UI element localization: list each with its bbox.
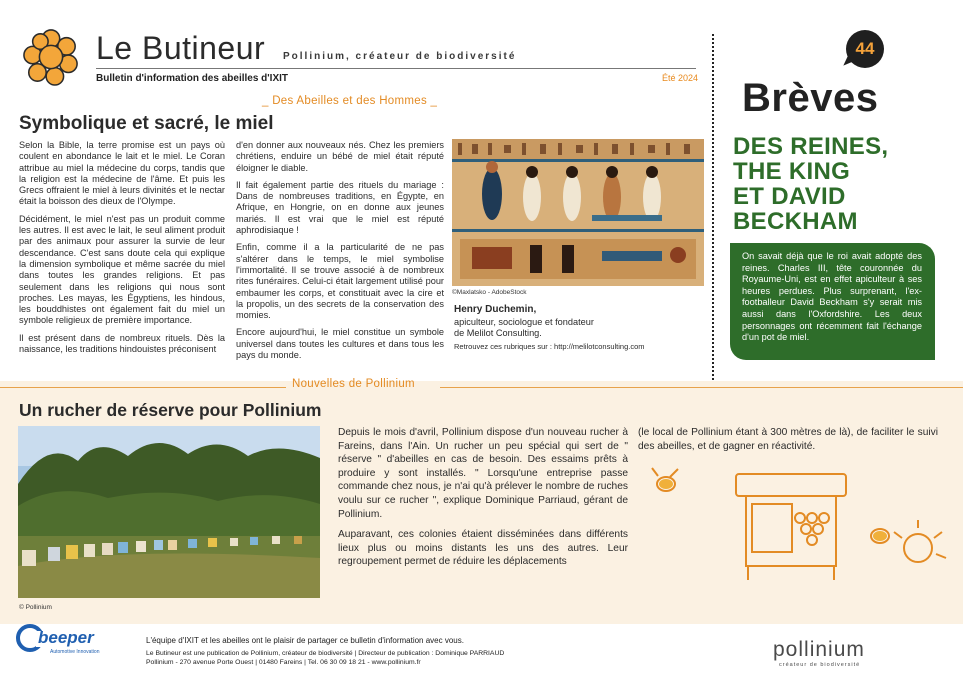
pollinium-logo [773,638,903,674]
article1-title: Symbolique et sacré, le miel [19,113,274,134]
section-label-abeilles-hommes: _ Des Abeilles et des Hommes _ [262,95,438,107]
pollinium-tagline: créateur de biodiversité [779,662,861,668]
breves-text: On savait déjà que le roi avait adopté des reines. Charles III, tête couronnée du Royaume-Uni, est en effet apiculteur à ses heures perdues. Plus surprenant, l'ex-footballeur David Beckham s'y serait mis aussi dans l'Oxfordshire. Les deux personnages ont récemment fait l'échange d'un pot de miel. [742,251,922,343]
beeper-tagline: Automotive Innovation [50,649,100,655]
section-label-nouvelles: Nouvelles de Pollinium [292,378,415,390]
breves-title: Brèves [742,76,879,120]
photo-credit: © Pollinium [19,604,52,611]
beehive-illustration [648,466,948,586]
article2-title: Un rucher de réserve pour Pollinium [19,400,322,420]
paragraph: d'en donner aux nouveaux nés. Chez les premiers chrétiens, enduire un bébé de miel était réputé éloigner le diable. [236,140,444,173]
article1-column-2 [236,140,444,367]
article1-column-1 [19,140,225,361]
paragraph: Selon la Bible, la terre promise est un pays où coulent en abondance le lait et le miel. Le Coran attribue au miel la médecine du corps, tandis que la religion est la médecine de l'âme. Et puis les Grecs offraient le miel à leurs divinités et le nectar était la boisson des dieux de l'Olympe. [19,140,225,207]
beeper-brand: beeper [38,628,94,647]
paragraph: Décidément, le miel n'est pas un produit comme les autres. Il est avec le lait, le seul aliment produit par des animaux pour assurer la survie de leur descendance. C'est sans doute cela qui explique la dimension symbolique et même sacrée du miel dans toutes les grandes religions. Et pas seulement dans les religions qui nous sont proches. Les mayas, les Égyptiens, les hindous, les bouddhistes ont également fait du miel un symbole religieux de première importance. [19,213,225,326]
pollinium-brand: pollinium [773,638,865,661]
apiary-photo [18,426,320,598]
headline-line: BECKHAM [733,208,858,235]
author-website[interactable]: Retrouvez ces rubriques sur : http://melilotconsulting.com [454,342,645,351]
section-rule [0,387,286,388]
headline-line: DES REINES, [733,133,889,160]
flower-logo-icon [22,28,80,86]
image-credit: ©Maxlatsko - AdobeStock [452,289,527,296]
headline-line: THE KING [733,158,851,185]
section-rule [440,387,963,388]
footer-legal-line: Pollinium - 270 avenue Porte Ouest | 01480 Fareins | Tel. 06 30 09 18 21 - www.pollinium.fr [146,659,421,666]
paragraph: Depuis le mois d'avril, Pollinium dispose d'un nouveau rucher à Fareins, dans l'Ain. Un rucher un peu spécial qui sert de " réserve " d'abeilles en cas de besoin. Des essaims prêts à produire y sont installés. " Lorsqu'une entreprise passe commande chez nous, je n'ai qu'à prélever le nombre de ruches voulu sur ce rucher ", explique Dominique Parriaud, gérant de Pollinium. [338,427,628,520]
paragraph: Encore aujourd'hui, le miel constitue un symbole universel dans toutes les cultures et dans tous les pays du monde. [236,327,444,361]
bulletin-label: Bulletin d'information des abeilles d'IXIT [96,73,289,84]
beeper-logo [16,622,124,658]
author-role-line-1: apiculteur, sociologue et fondateur [454,317,594,327]
author-name: Henry Duchemin, [454,304,537,315]
breves-headline [733,134,888,234]
paragraph: Enfin, comme il a la particularité de ne pas s'altérer dans le temps, le miel symbolise l'immortalité. Il se trouve associé à de nombreux rites funéraires. Celui-ci était largement utilisé pour embaumer les corps, et constituait avec la cire et la propolis, un des secrets de la conservation des momies. [236,242,444,321]
paragraph: Auparavant, ces colonies étaient disséminées dans différents lieux plus ou moins distants les uns des autres. Leur regroupement permet de réduire les déplacements [338,529,628,568]
issue-date: Été 2024 [662,73,699,83]
masthead-rule [96,68,696,69]
paragraph: Il est présent dans de nombreux rituels. Dès la naissance, les traditions hindouistes préconisent [19,332,225,355]
article2-column-2: (le local de Pollinium étant à 300 mètres de là), de faciliter le suivi des abeilles, et de gagner en réactivité. [638,427,938,452]
newsletter-title: Le Butineur [96,30,266,66]
egyptian-fresco-image [452,139,704,286]
dotted-separator [712,34,714,380]
footer-legal-line: Le Butineur est une publication de Pollinium, créateur de biodiversité | Directeur de publication : Dominique PARRIAUD [146,650,505,657]
author-role-line-2: de Melilot Consulting. [454,328,542,338]
article2-column-1 [338,426,628,576]
issue-number-badge: 44 [846,30,884,68]
footer-legal [146,649,504,667]
paragraph: Il fait également partie des rituels du mariage : Dans de nombreuses traditions, en Égypte, en Afrique, en Hongrie, on en donne aux jeunes mariés. Il est vrai que le miel est réputé aphrodisiaque ! [236,179,444,236]
footer-share-note: L'équipe d'IXIT et les abeilles ont le plaisir de partager ce bulletin d'information avec vous. [146,636,464,645]
headline-line: ET DAVID [733,183,846,210]
newsletter-subtitle: Pollinium, créateur de biodiversité [283,51,517,62]
